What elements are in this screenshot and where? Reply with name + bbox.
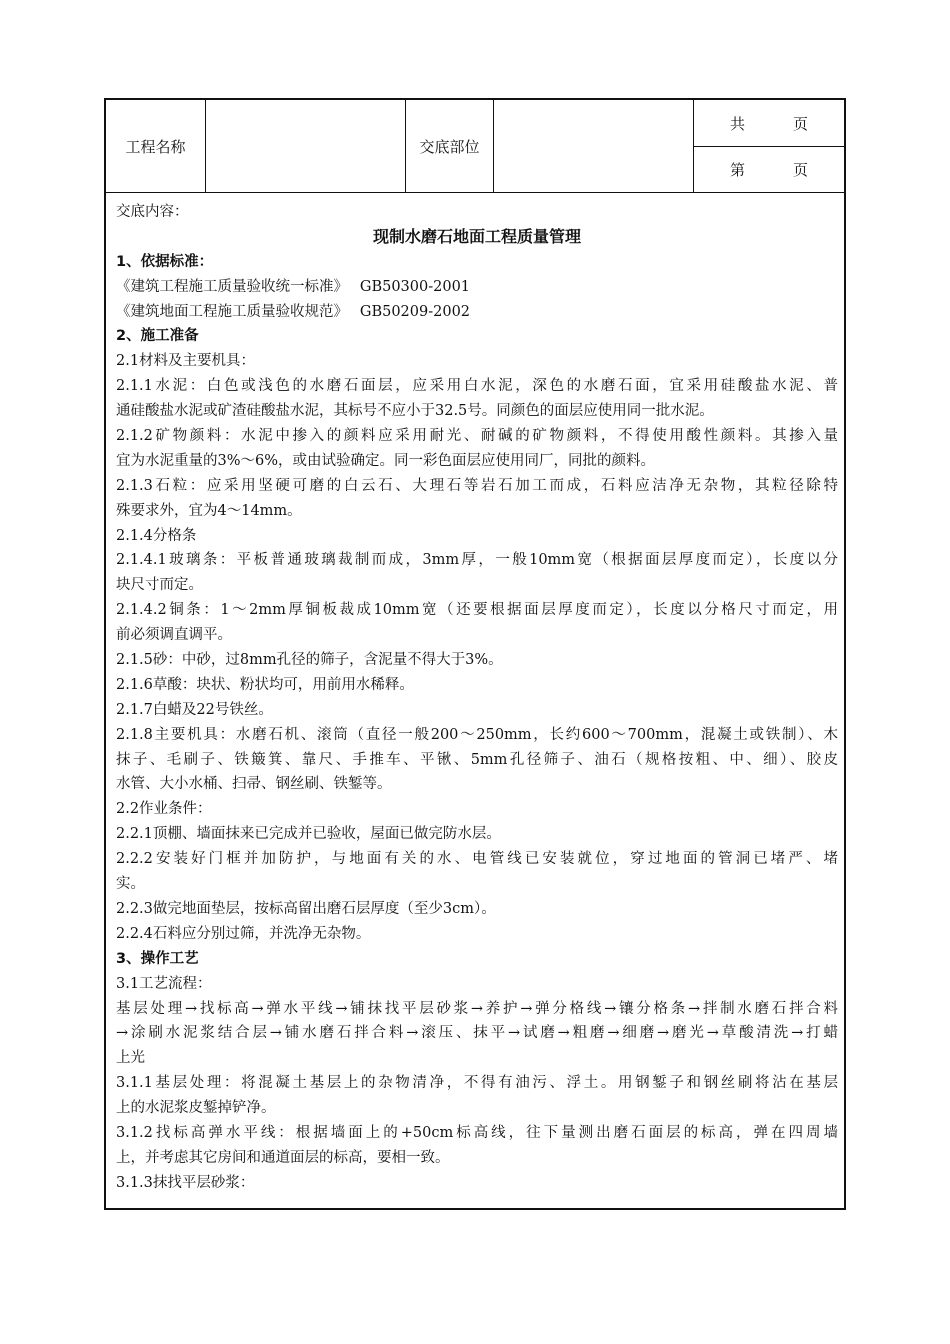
disclosure-content [116,200,838,1196]
project-name-field [206,100,406,192]
page-number-cell [694,146,844,192]
text-line: 前必须调直调平。 [116,627,232,644]
disclosure-part-label: 交底部位 [406,100,494,192]
text-line: 2.1.3石粒：应采用坚硬可磨的白云石、大理石等岩石加工而成，石料应洁净无杂物，其粒径除特 [116,477,838,494]
text-line: 2.1.2矿物颜料：水泥中掺入的颜料应采用耐光、耐碱的矿物颜料，不得使用酸性颜料。其掺入量 [116,428,838,445]
text-line: 基层处理→找标高→弹水平线→铺抹找平层砂浆→养护→弹分格线→镶分格条→拌制水磨石拌合料 [116,1000,838,1017]
text-line: 水管、大小水桶、扫帚、钢丝刷、铁錾等。 [116,776,392,793]
text-line: 2.2.4石料应分别过筛，并洗净无杂物。 [116,925,371,942]
text-line: 宜为水泥重量的3%～6%，或由试验确定。同一彩色面层应使用同厂，同批的颜料。 [116,452,656,469]
text-line: 上的水泥浆皮錾掉铲净。 [116,1100,276,1117]
text-line: 3.1.1基层处理：将混凝土基层上的杂物清净，不得有油污、浮土。用钢錾子和钢丝刷将沾在基层 [116,1075,838,1092]
text-line: 上，并考虑其它房间和通道面层的标高，要相一致。 [116,1149,450,1166]
text-line: →涂刷水泥浆结合层→铺水磨石拌合料→滚压、抹平→试磨→粗磨→细磨→磨光→草酸清洗→打蜡 [116,1025,838,1042]
text-line: 2.1.4.1玻璃条：平板普通玻璃裁制而成，3mm厚，一般10mm宽（根据面层厚度而定），长度以分 [116,552,838,569]
section-heading: 1、依据标准： [116,253,214,270]
disclosure-part-field [494,100,694,192]
total-pages-suffix: 页 [793,114,809,133]
page-number-suffix: 页 [793,160,809,179]
text-line: 2.2.3做完地面垫层，按标高留出磨石层厚度（至少3cm）。 [116,900,496,917]
text-line: 殊要求外，宜为4～14mm。 [116,502,302,519]
text-line: 2.1.8主要机具：水磨石机、滚筒（直径一般200～250mm，长约600～700mm，混凝土或铁制）、木 [116,726,838,743]
project-name-label: 工程名称 [106,100,206,192]
text-line: 2.2.2安装好门框并加防护，与地面有关的水、电管线已安装就位，穿过地面的管洞已堵严、堵 [116,851,838,868]
text-line: 2.1.5砂：中砂，过8mm孔径的筛子，含泥量不得大于3%。 [116,652,503,669]
total-pages-prefix: 共 [729,114,745,133]
total-pages-cell [694,100,844,147]
text-line: 2.2.1顶棚、墙面抹来已完成并已验收，屋面已做完防水层。 [116,826,501,843]
text-line: 2.2作业条件： [116,801,212,818]
text-line: 2.1材料及主要机具： [116,353,256,370]
text-line: 抹子、毛刷子、铁簸箕、靠尺、手推车、平锹、5mm孔径筛子、油石（规格按粗、中、细）、胶皮 [116,751,838,768]
content-label: 交底内容： [116,204,189,220]
section-heading: 2、施工准备 [116,328,199,345]
page-number-prefix: 第 [729,160,745,179]
text-line: 2.1.6草酸：块状、粉状均可，用前用水稀释。 [116,676,414,693]
text-line: 上光 [116,1050,145,1067]
text-line: 通硅酸盐水泥或矿渣硅酸盐水泥，其标号不应小于32.5号。同颜色的面层应使用同一批水泥。 [116,403,714,420]
text-line: 《建筑工程施工质量验收统一标准》 GB50300-2001 [116,278,471,295]
text-line: 实。 [116,876,145,893]
document-title: 现制水磨石地面工程质量管理 [372,226,581,246]
text-line: 2.1.4分格条 [116,527,197,544]
text-line: 3.1.2找标高弹水平线：根据墙面上的+50cm标高线，往下量测出磨石面层的标高，弹在四周墙 [116,1124,838,1141]
text-line: 2.1.1水泥：白色或浅色的水磨石面层，应采用白水泥，深色的水磨石面，宜采用硅酸盐水泥、普 [116,378,838,395]
text-line: 3.1.3抹找平层砂浆： [116,1174,255,1191]
text-line: 块尺寸而定。 [116,577,203,594]
text-line: 《建筑地面工程施工质量验收规范》 GB50209-2002 [116,303,471,320]
section-heading: 3、操作工艺 [116,950,199,967]
text-line: 2.1.4.2铜条：1～2mm厚铜板裁成10mm宽（还要根据面层厚度而定），长度以分格尺寸而定，用 [116,602,838,619]
text-line: 2.1.7白蜡及22号铁丝。 [116,701,273,718]
text-line: 3.1工艺流程： [116,975,212,992]
disclosure-sheet [104,98,846,1210]
header-table [106,100,844,193]
